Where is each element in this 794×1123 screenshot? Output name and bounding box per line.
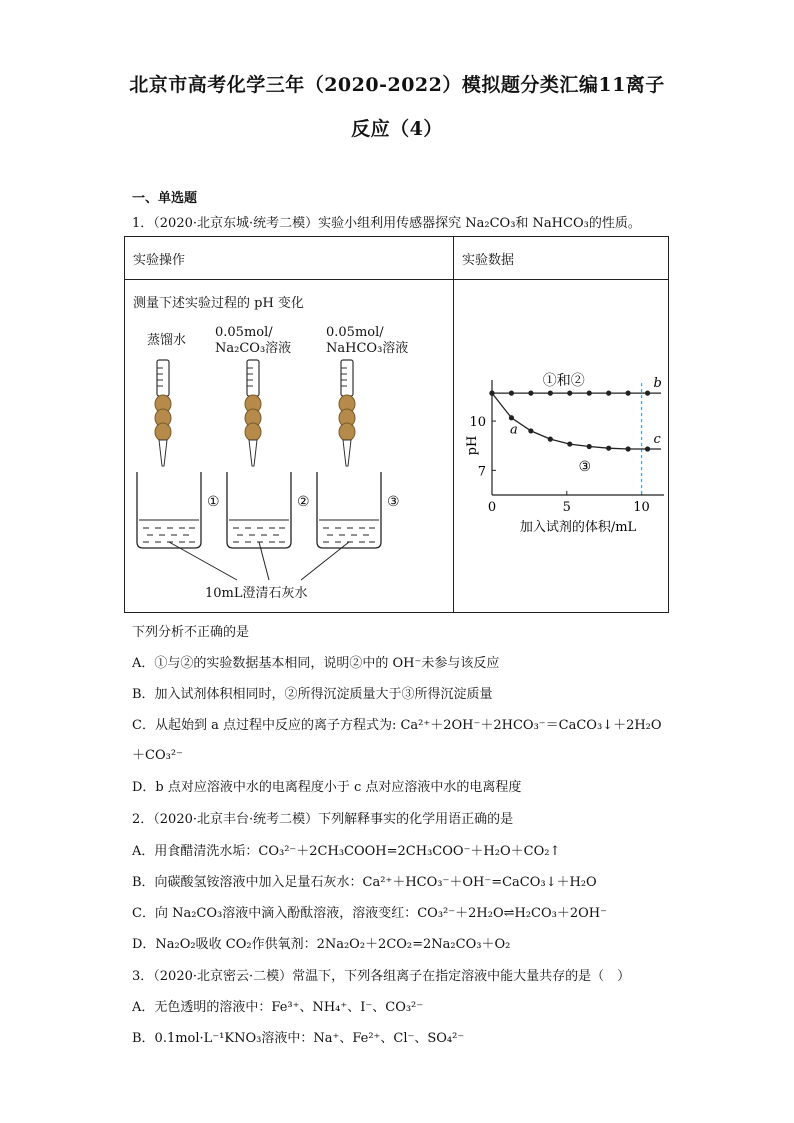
data-point: [528, 391, 533, 396]
q1-stem: 1．（2020·北京东城·统考二模）实验小组利用传感器探究 Na₂CO₃和 NaHCO₃的性质。: [132, 216, 641, 231]
dropper-icon: [245, 360, 261, 466]
beaker-label: 10mL澄清石灰水: [205, 586, 308, 601]
point-label-a: a: [509, 422, 518, 438]
q2-option-c: C．向 Na₂CO₃溶液中滴入酚酞溶液，溶液变红：CO₃²⁻＋2H₂O⇌H₂CO₃＋2OH⁻: [132, 906, 607, 921]
q3-option-b: B．0.1mol·L⁻¹KNO₃溶液中：Na⁺、Fe²⁺、Cl⁻、SO₄²⁻: [132, 1031, 465, 1046]
experiment-table: [124, 236, 669, 613]
operation-cell: [125, 280, 454, 613]
q3-stem: 3．（2020·北京密云·二模）常温下，下列各组离子在指定溶液中能大量共存的是（ ）: [132, 969, 631, 984]
x-axis-label: 加入试剂的体积/mL: [519, 520, 637, 535]
q3-option-a: A．无色透明的溶液中：Fe³⁺、NH₄⁺、I⁻、CO₃²⁻: [132, 1000, 424, 1015]
data-point: [645, 391, 650, 396]
data-point: [626, 446, 631, 451]
dropper1-label: 蒸馏水: [147, 333, 187, 348]
apparatus-illustration: [125, 280, 453, 613]
q1-after: 下列分析不正确的是: [132, 625, 250, 640]
data-point: [606, 446, 611, 451]
x-tick-label: 5: [562, 500, 571, 515]
y-axis-label: pH: [465, 435, 480, 456]
data-point: [548, 437, 553, 442]
data-point: [606, 391, 611, 396]
data-point: [509, 415, 514, 420]
q1-option-c-cont: ＋CO₃²⁻: [132, 748, 183, 763]
page-title-line1: 北京市高考化学三年（2020-2022）模拟题分类汇编11离子: [129, 74, 665, 96]
q1-option-a: A．①与②的实验数据基本相同，说明②中的 OH⁻未参与该反应: [132, 656, 500, 671]
dropper-icon: [155, 360, 171, 466]
q2-option-d: D．Na₂O₂吸收 CO₂作供氧剂：2Na₂O₂＋2CO₂=2Na₂CO₃＋O₂: [132, 937, 511, 952]
q2-option-a: A．用食醋清洗水垢：CO₃²⁻＋2CH₃COOH=2CH₃COO⁻＋H₂O＋CO₂↑: [132, 844, 561, 859]
q2-option-b: B．向碳酸氢铵溶液中加入足量石灰水：Ca²⁺＋HCO₃⁻＋OH⁻=CaCO₃↓＋H₂O: [132, 875, 597, 890]
x-tick-label: 10: [633, 500, 650, 515]
data-point: [587, 444, 592, 449]
dropper2-label: 0.05mol/ Na₂CO₃溶液: [215, 325, 292, 356]
ph-chart: [454, 280, 669, 613]
data-point: [548, 391, 553, 396]
y-tick-label: 10: [469, 415, 486, 431]
section-heading: 一、单选题: [132, 191, 198, 206]
beaker1-number: ①: [207, 494, 220, 510]
q2-stem: 2．（2020·北京丰台·统考二模）下列解释事实的化学用语正确的是: [132, 812, 514, 827]
y-tick-label: 7: [477, 464, 486, 480]
data-point: [645, 446, 650, 451]
q1-option-c: C．从起始到 a 点过程中反应的离子方程式为: Ca²⁺＋2OH⁻＋2HCO₃⁻＝CaCO₃↓＋2H₂O: [132, 718, 662, 733]
data-point: [567, 441, 572, 446]
q1-option-b: B．加入试剂体积相同时，②所得沉淀质量大于③所得沉淀质量: [132, 687, 493, 702]
q1-option-d: D．b 点对应溶液中水的电离程度小于 c 点对应溶液中水的电离程度: [132, 780, 522, 795]
dropper-icon: [339, 360, 355, 466]
data-point: [509, 391, 514, 396]
data-point: [528, 428, 533, 433]
data-point: [567, 391, 572, 396]
series-label: ③: [578, 459, 592, 475]
data-point: [489, 391, 494, 396]
header-data: 实验数据: [454, 237, 669, 280]
point-label-b: b: [653, 376, 662, 392]
beaker2-number: ②: [297, 494, 310, 510]
point-label-c: c: [653, 432, 661, 447]
data-point: [626, 391, 631, 396]
data-point: [587, 391, 592, 396]
series-line: [492, 393, 661, 449]
instruction-text: 测量下述实验过程的 pH 变化: [133, 296, 304, 311]
header-operation: 实验操作: [125, 237, 454, 280]
beaker-icon: [137, 472, 201, 548]
data-cell: [454, 280, 669, 613]
beaker-icon: [317, 472, 381, 548]
x-tick-label: 0: [487, 500, 497, 515]
beaker-icon: [227, 472, 291, 548]
page-title-line2: 反应（4）: [351, 118, 443, 140]
dropper3-label: 0.05mol/ NaHCO₃溶液: [326, 325, 409, 356]
series-label: ①和②: [542, 373, 585, 390]
beaker3-number: ③: [387, 494, 400, 510]
